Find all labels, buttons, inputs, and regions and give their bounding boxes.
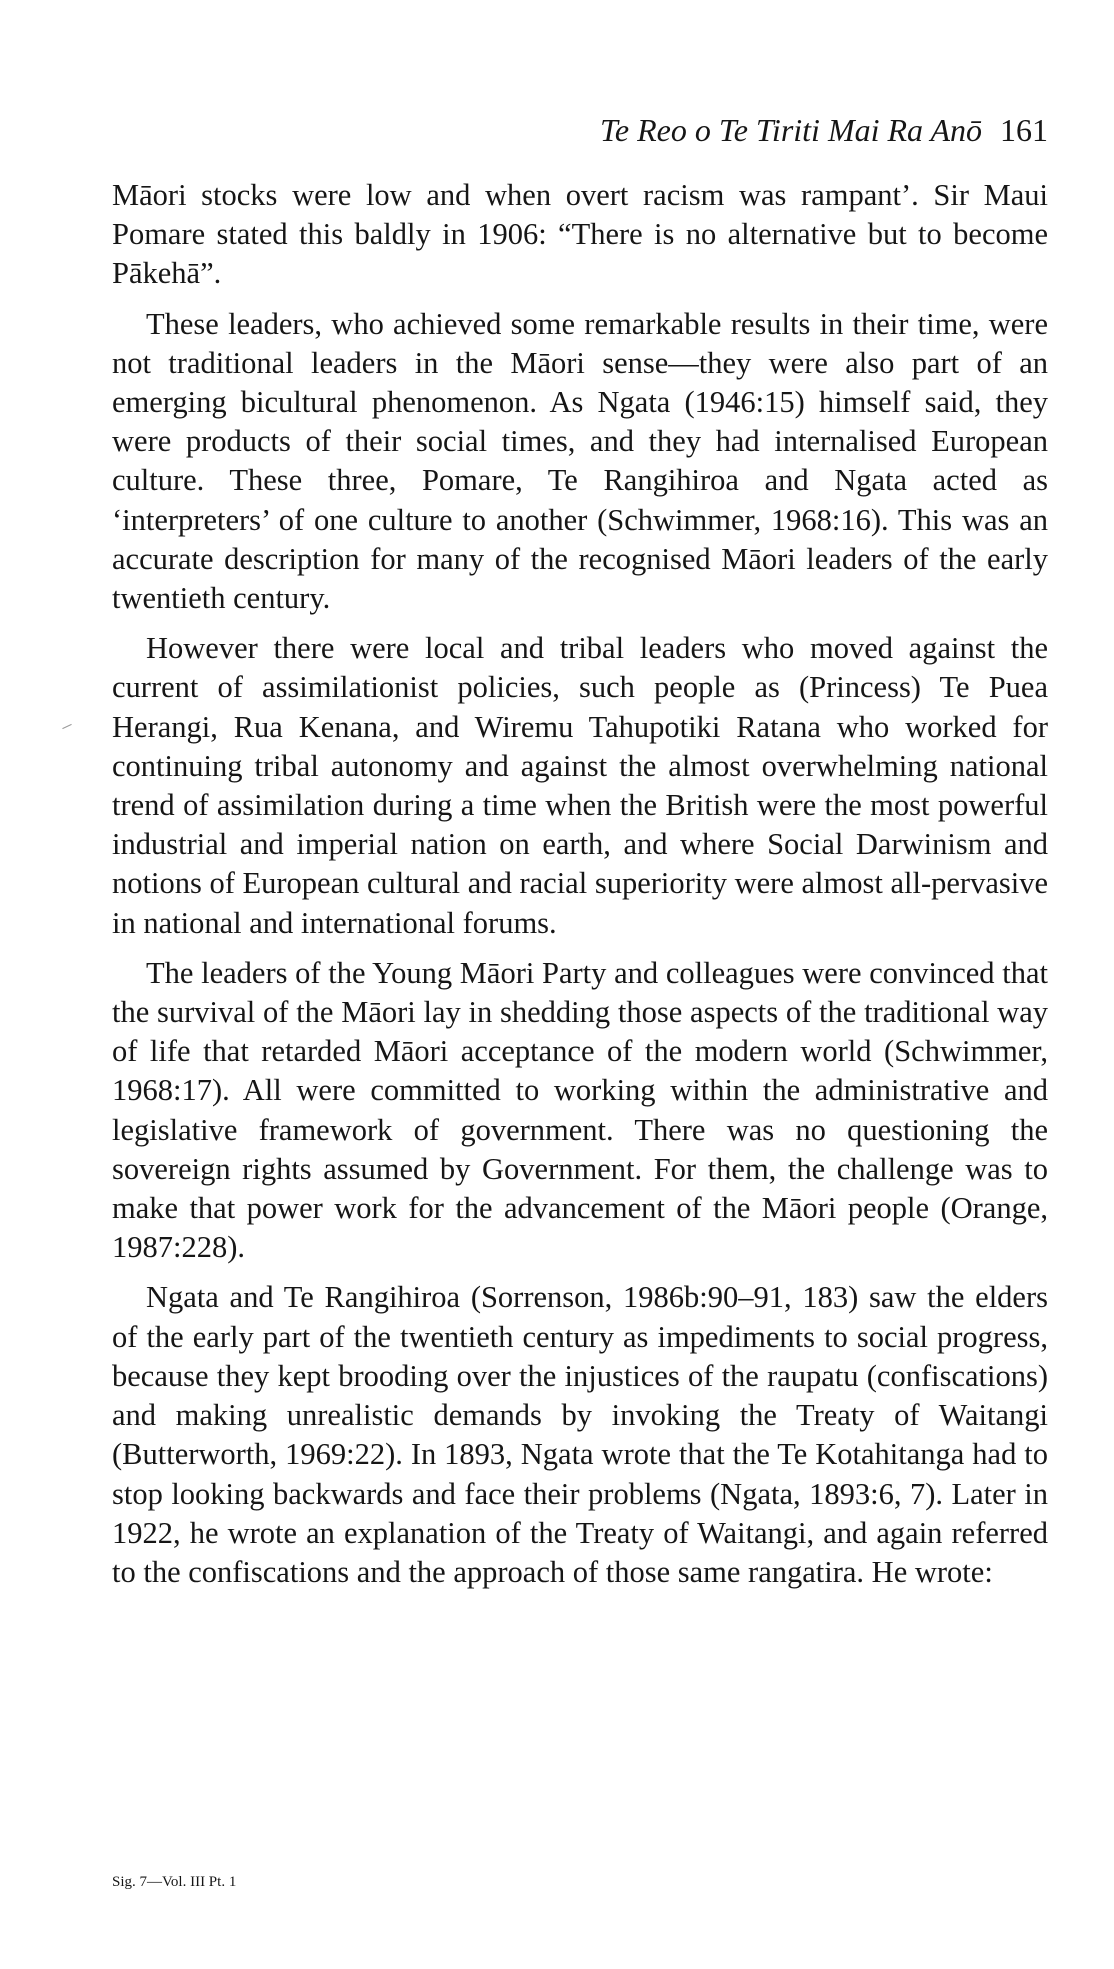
paragraph: These leaders, who achieved some remarkable results in their time, were not traditional leaders in the Māori sense—they were also part of an emerging bicultural phenomenon. As Ngata (1946:15) himself said, they were products of their social times, and they had internalised European culture. These three, Pomare, Te Rangihiroa and Ngata acted as ‘interpreters’ of one culture to another (Schwimmer, 1968:16). This was an accurate description for many of the recognised Māori leaders of the early twentieth century. (112, 306, 1048, 616)
paragraph: The leaders of the Young Māori Party and colleagues were convinced that the survival of the Māori lay in shedding those aspects of the traditional way of life that retarded Māori acceptance of the modern world (Schwimmer, 1968:17). All were committed to working within the administrative and legislative framework of government. There was no questioning the sovereign rights assumed by Government. For them, the challenge was to make that power work for the advancement of the Māori people (Orange, 1987:228). (112, 955, 1048, 1265)
paragraph: However there were local and tribal leaders who moved against the current of assimilationist policies, such people as (Princess) Te Puea Herangi, Rua Kenana, and Wiremu Tahupotiki Ratana who worked for continuing tribal autonomy and against the almost overwhelming national trend of assimilation during a time when the British were the most powerful industrial and imperial nation on earth, and where Social Darwinism and notions of European cultural and racial superiority were almost all-pervasive in national and international forums. (112, 631, 1048, 940)
running-head-title: Te Reo o Te Tiriti Mai Ra Anō (600, 112, 982, 148)
body-text (112, 176, 1048, 1603)
page-number: 161 (1000, 112, 1048, 148)
paragraph: Ngata and Te Rangihiroa (Sorrenson, 1986b:90–91, 183) saw the elders of the early part of the twentieth century as impediments to social progress, because they kept brooding over the injustices of the raupatu (confiscations) and making unrealistic demands by invoking the Treaty of Waitangi (Butterworth, 1969:22). In 1893, Ngata wrote that the Te Kotahitanga had to stop looking backwards and face their problems (Ngata, 1893:6, 7). Later in 1922, he wrote an explanation of the Treaty of Waitangi, and again referred to the confiscations and the approach of those same rangatira. He wrote: (112, 1280, 1048, 1589)
running-head (112, 110, 1048, 150)
paragraph-continued: Māori stocks were low and when overt racism was rampant’. Sir Maui Pomare stated this baldly in 1906: “There is no alternative but to become Pākehā”. (112, 178, 1048, 291)
margin-mark (62, 724, 71, 729)
signature-mark: Sig. 7—Vol. III Pt. 1 (112, 1874, 237, 1890)
